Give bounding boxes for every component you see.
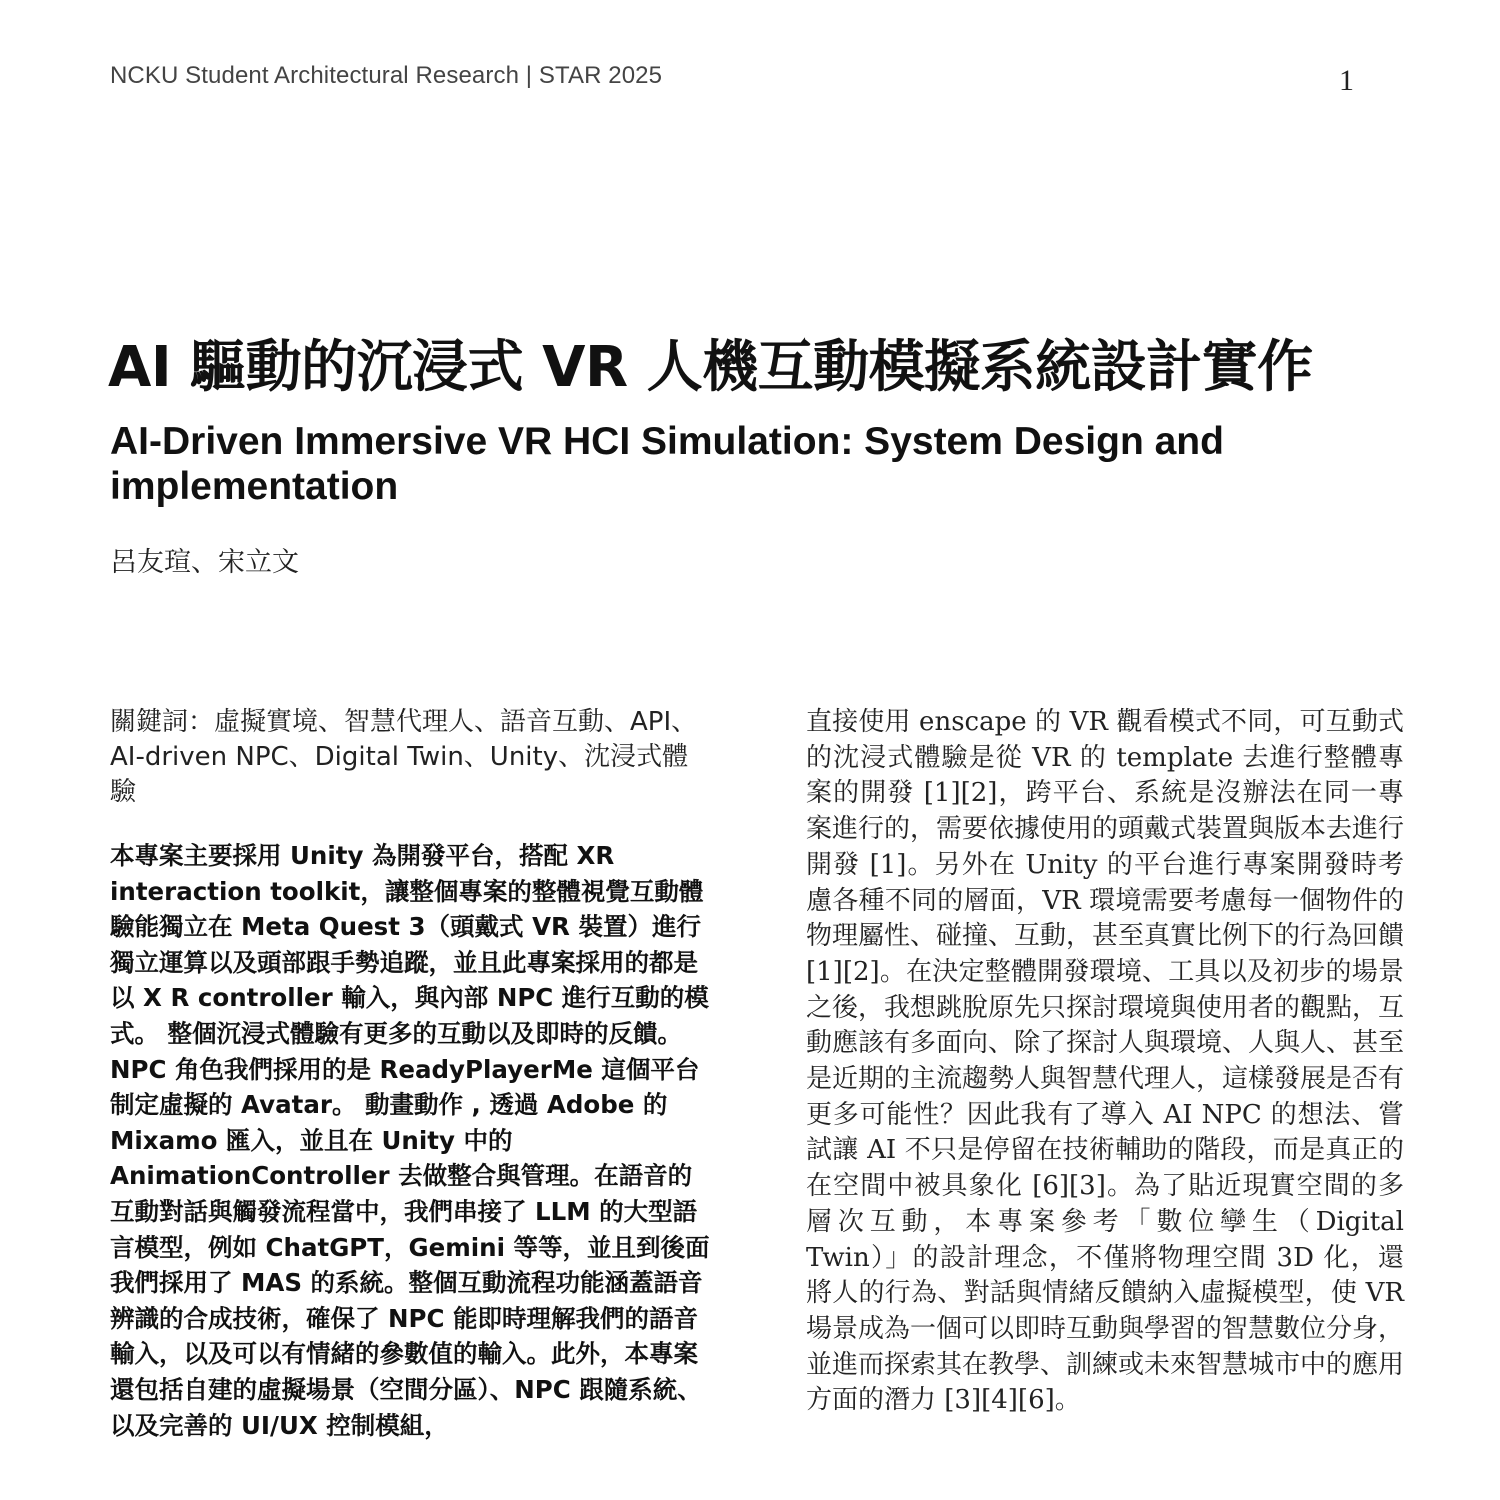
left-column (110, 705, 710, 1443)
body-paragraph: 直接使用 enscape 的 VR 觀看模式不同，可互動式的沈浸式體驗是從 VR 的 template 去進行整體專案的開發 [1][2]，跨平台、系統是沒辦法在同一專案進行的，需要依據使用的頭戴式裝置與版本去進行開發 [1]。另外在 Unity 的平台進行專案開發時考慮各種不同的層面，VR 環境需要考慮每一個物件的物理屬性、碰撞、互動，甚至真實比例下的行為回饋 [1][2]。在決定整體開發環境、工具以及初步的場景之後，我想跳脫原先只探討環境與使用者的觀點，互動應該有多面向、除了探討人與環境、人與人、甚至是近期的主流趨勢人與智慧代理人，這樣發展是否有更多可能性？因此我有了導入 AI NPC 的想法、嘗試讓 AI 不只是停留在技術輔助的階段，而是真正的在空間中被具象化 [6][3]。為了貼近現實空間的多層次互動，本專案參考「數位孿生（Digital Twin）」的設計理念，不僅將物理空間 3D 化，還將人的行為、對話與情緒反饋納入虛擬模型，使 VR 場景成為一個可以即時互動與學習的智慧數位分身，並進而探索其在教學、訓練或未來智慧城市中的應用方面的潛力 [3][4][6]。 (806, 707, 1405, 1416)
keywords: 關鍵詞：虛擬實境、智慧代理人、語音互動、API、AI-driven NPC、Digital Twin、Unity、沈浸式體驗 (110, 707, 698, 807)
title-english: AI-Driven Immersive VR HCI Simulation: System Design and implementation (110, 420, 1224, 508)
author-list: 呂友瑄、宋立文 (110, 547, 299, 578)
abstract: 本專案主要採用 Unity 為開發平台，搭配 XR interaction toolkit，讓整個專案的整體視覺互動體驗能獨立在 Meta Quest 3（頭戴式 VR 裝置）進行獨立運算以及頭部跟手勢追蹤，並且此專案採用的都是以 X R controller 輸入，與內部 NPC 進行互動的模式。 整個沉浸式體驗有更多的互動以及即時的反饋。NPC 角色我們採用的是 ReadyPlayerMe 這個平台制定虛擬的 Avatar。 動畫動作 , 透過 Adobe 的 Mixamo 匯入，並且在 Unity 中的 AnimationController 去做整合與管理。在語音的互動對話與觸發流程當中，我們串接了 LLM 的大型語言模型，例如 ChatGPT，Gemini 等等，並且到後面我們採用了 MAS 的系統。整個互動流程功能涵蓋語音辨識的合成技術，確保了 NPC 能即時理解我們的語音輸入，以及可以有情緒的參數值的輸入。此外，本專案還包括自建的虛擬場景（空間分區）、NPC 跟隨系統、以及完善的 UI/UX 控制模組， (110, 841, 710, 1440)
running-header: NCKU Student Architectural Research | STAR 2025 (110, 62, 663, 89)
right-column (806, 705, 1404, 1419)
page-number: 1 (1339, 64, 1354, 97)
title-chinese: AI 驅動的沉浸式 VR 人機互動模擬系統設計實作 (108, 335, 1313, 400)
